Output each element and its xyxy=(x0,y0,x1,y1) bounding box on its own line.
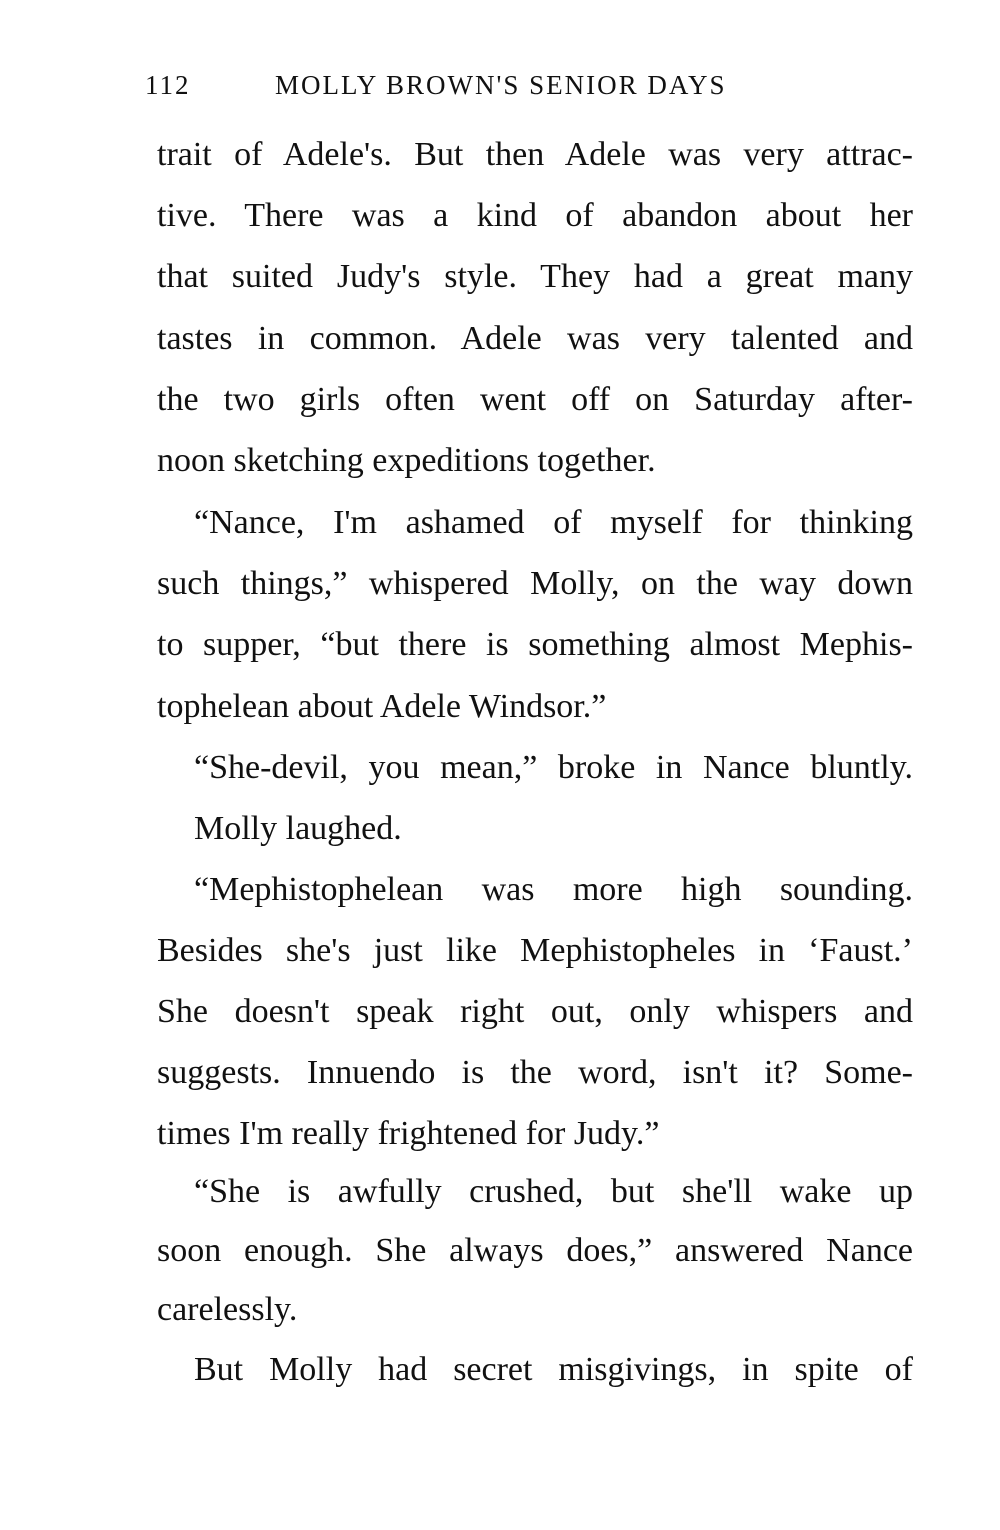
text-line: tastes in common. Adele was very talented and xyxy=(157,320,913,357)
text-line: She doesn't speak right out, only whispers and xyxy=(157,993,913,1030)
text-line: carelessly. xyxy=(157,1291,298,1328)
text-line: that suited Judy's style. They had a great many xyxy=(157,258,913,295)
text-line: “Nance, I'm ashamed of myself for thinking xyxy=(194,504,913,541)
text-line: noon sketching expeditions together. xyxy=(157,442,656,479)
page-number: 112 xyxy=(145,70,191,100)
text-line: such things,” whispered Molly, on the way down xyxy=(157,565,913,602)
text-line: “She-devil, you mean,” broke in Nance bluntly. xyxy=(194,749,913,786)
text-line: to supper, “but there is something almost Mephis- xyxy=(157,626,913,663)
text-line: Besides she's just like Mephistopheles in ‘Faust.’ xyxy=(157,932,913,969)
text-line: “She is awfully crushed, but she'll wake up xyxy=(194,1173,913,1210)
text-line: “Mephistophelean was more high sounding. xyxy=(194,871,913,908)
running-title: MOLLY BROWN'S SENIOR DAYS xyxy=(275,70,727,100)
page-header xyxy=(145,70,825,110)
text-line: tophelean about Adele Windsor.” xyxy=(157,688,607,725)
text-line: trait of Adele's. But then Adele was very attrac- xyxy=(157,136,913,173)
text-line: tive. There was a kind of abandon about her xyxy=(157,197,913,234)
text-line: Molly laughed. xyxy=(194,810,402,847)
text-line: But Molly had secret misgivings, in spite of xyxy=(194,1351,913,1388)
text-line: suggests. Innuendo is the word, isn't it? Some- xyxy=(157,1054,913,1091)
text-line: the two girls often went off on Saturday after- xyxy=(157,381,913,418)
text-line: soon enough. She always does,” answered Nance xyxy=(157,1232,913,1269)
text-line: times I'm really frightened for Judy.” xyxy=(157,1115,660,1152)
